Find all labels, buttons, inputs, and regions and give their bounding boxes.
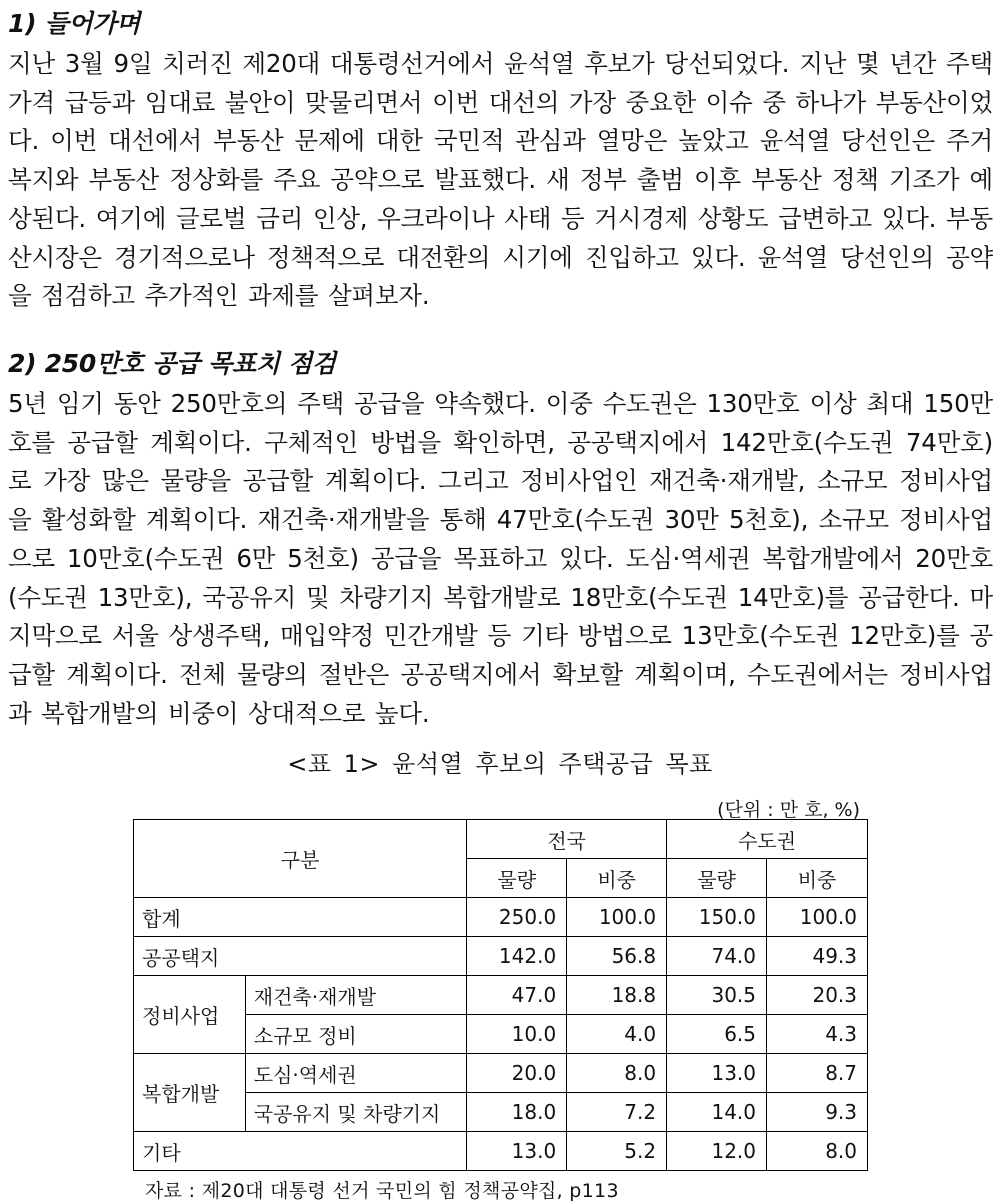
cell-capital-amount: 14.0 — [667, 1093, 767, 1132]
cell-capital-amount: 150.0 — [667, 898, 767, 937]
group-label: 정비사업 — [134, 976, 246, 1054]
cell-capital-share: 8.7 — [767, 1054, 868, 1093]
cell-national-share: 18.8 — [567, 976, 667, 1015]
table-row — [134, 937, 868, 976]
row-label: 소규모 정비 — [245, 1015, 466, 1054]
cell-national-share: 56.8 — [567, 937, 667, 976]
row-label: 합계 — [134, 898, 467, 937]
cell-national-share: 7.2 — [567, 1093, 667, 1132]
section2-paragraph: 5년 임기 동안 250만호의 주택 공급을 약속했다. 이중 수도권은 130만호 이상 최대 150만호를 공급할 계획이다. 구체적인 방법을 확인하면, 공공택지에서 142만호(수도권 74만호)로 가장 많은 물량을 공급할 계획이다. 그리고 정비사업인 재건축·재개발, 소규모 정비사업을 활성화할 계획이다. 재건축·재개발을 통해 47만호(수도권 30만 5천호), 소규모 정비사업으로 10만호(수도권 6만 5천호) 공급을 목표하고 있다. 도심·역세권 복합개발에서 20만호(수도권 13만호), 국공유지 및 차량기지 복합개발로 18만호(수도권 14만호)를 공급한다. 마지막으로 서울 상생주택, 매입약정 민간개발 등 기타 방법으로 13만호(수도권 12만호)를 공급할 계획이다. 전체 물량의 절반은 공공택지에서 확보할 계획이며, 수도권에서는 정비사업과 복합개발의 비중이 상대적으로 높다. — [8, 389, 993, 728]
header-category: 구분 — [134, 820, 467, 898]
table-source-note: 자료 : 제20대 대통령 선거 국민의 힘 정책공약집, p113 — [145, 1180, 619, 1202]
row-label: 국공유지 및 차량기지 — [245, 1093, 466, 1132]
row-label: 공공택지 — [134, 937, 467, 976]
cell-national-amount: 142.0 — [467, 937, 567, 976]
cell-capital-share: 20.3 — [767, 976, 868, 1015]
header-capital: 수도권 — [667, 820, 868, 859]
header-national-share: 비중 — [567, 859, 667, 898]
cell-capital-amount: 13.0 — [667, 1054, 767, 1093]
cell-national-amount: 13.0 — [467, 1132, 567, 1171]
section1-heading: 1) 들어가며 — [8, 9, 141, 38]
header-capital-amount: 물량 — [667, 859, 767, 898]
section2-heading: 2) 250만호 공급 목표치 점검 — [8, 349, 336, 378]
cell-national-amount: 18.0 — [467, 1093, 567, 1132]
cell-national-share: 100.0 — [567, 898, 667, 937]
header-national-amount: 물량 — [467, 859, 567, 898]
cell-capital-amount: 30.5 — [667, 976, 767, 1015]
housing-supply-table — [133, 819, 868, 1171]
table-unit-note: (단위 : 만 호, %) — [717, 799, 860, 821]
cell-national-amount: 10.0 — [467, 1015, 567, 1054]
row-label: 도심·역세권 — [245, 1054, 466, 1093]
table-row — [134, 1054, 868, 1093]
cell-capital-share: 100.0 — [767, 898, 868, 937]
table-row — [134, 1132, 868, 1171]
cell-national-share: 4.0 — [567, 1015, 667, 1054]
cell-capital-share: 49.3 — [767, 937, 868, 976]
cell-capital-share: 4.3 — [767, 1015, 868, 1054]
cell-capital-amount: 6.5 — [667, 1015, 767, 1054]
table-caption: <표 1> 윤석열 후보의 주택공급 목표 — [287, 750, 713, 778]
table-row — [134, 898, 868, 937]
section1-paragraph: 지난 3월 9일 치러진 제20대 대통령선거에서 윤석열 후보가 당선되었다. 지난 몇 년간 주택가격 급등과 임대료 불안이 맞물리면서 이번 대선의 가장 중요한 이슈 중 하나가 부동산이었다. 이번 대선에서 부동산 문제에 대한 국민적 관심과 열망은 높았고 윤석열 당선인은 주거복지와 부동산 정상화를 주요 공약으로 발표했다. 새 정부 출범 이후 부동산 정책 기조가 예상된다. 여기에 글로벌 금리 인상, 우크라이나 사태 등 거시경제 상황도 급변하고 있다. 부동산시장은 경기적으로나 정책적으로 대전환의 시기에 진입하고 있다. 윤석열 당선인의 공약을 점검하고 추가적인 과제를 살펴보자. — [8, 49, 993, 311]
row-label: 재건축·재개발 — [245, 976, 466, 1015]
cell-capital-share: 8.0 — [767, 1132, 868, 1171]
cell-national-share: 8.0 — [567, 1054, 667, 1093]
cell-national-amount: 20.0 — [467, 1054, 567, 1093]
cell-national-amount: 47.0 — [467, 976, 567, 1015]
table-row — [134, 976, 868, 1015]
cell-capital-amount: 12.0 — [667, 1132, 767, 1171]
row-label: 기타 — [134, 1132, 467, 1171]
cell-national-amount: 250.0 — [467, 898, 567, 937]
table-header-row — [134, 820, 868, 859]
cell-capital-share: 9.3 — [767, 1093, 868, 1132]
cell-capital-amount: 74.0 — [667, 937, 767, 976]
cell-national-share: 5.2 — [567, 1132, 667, 1171]
header-national: 전국 — [467, 820, 667, 859]
header-capital-share: 비중 — [767, 859, 868, 898]
group-label: 복합개발 — [134, 1054, 246, 1132]
